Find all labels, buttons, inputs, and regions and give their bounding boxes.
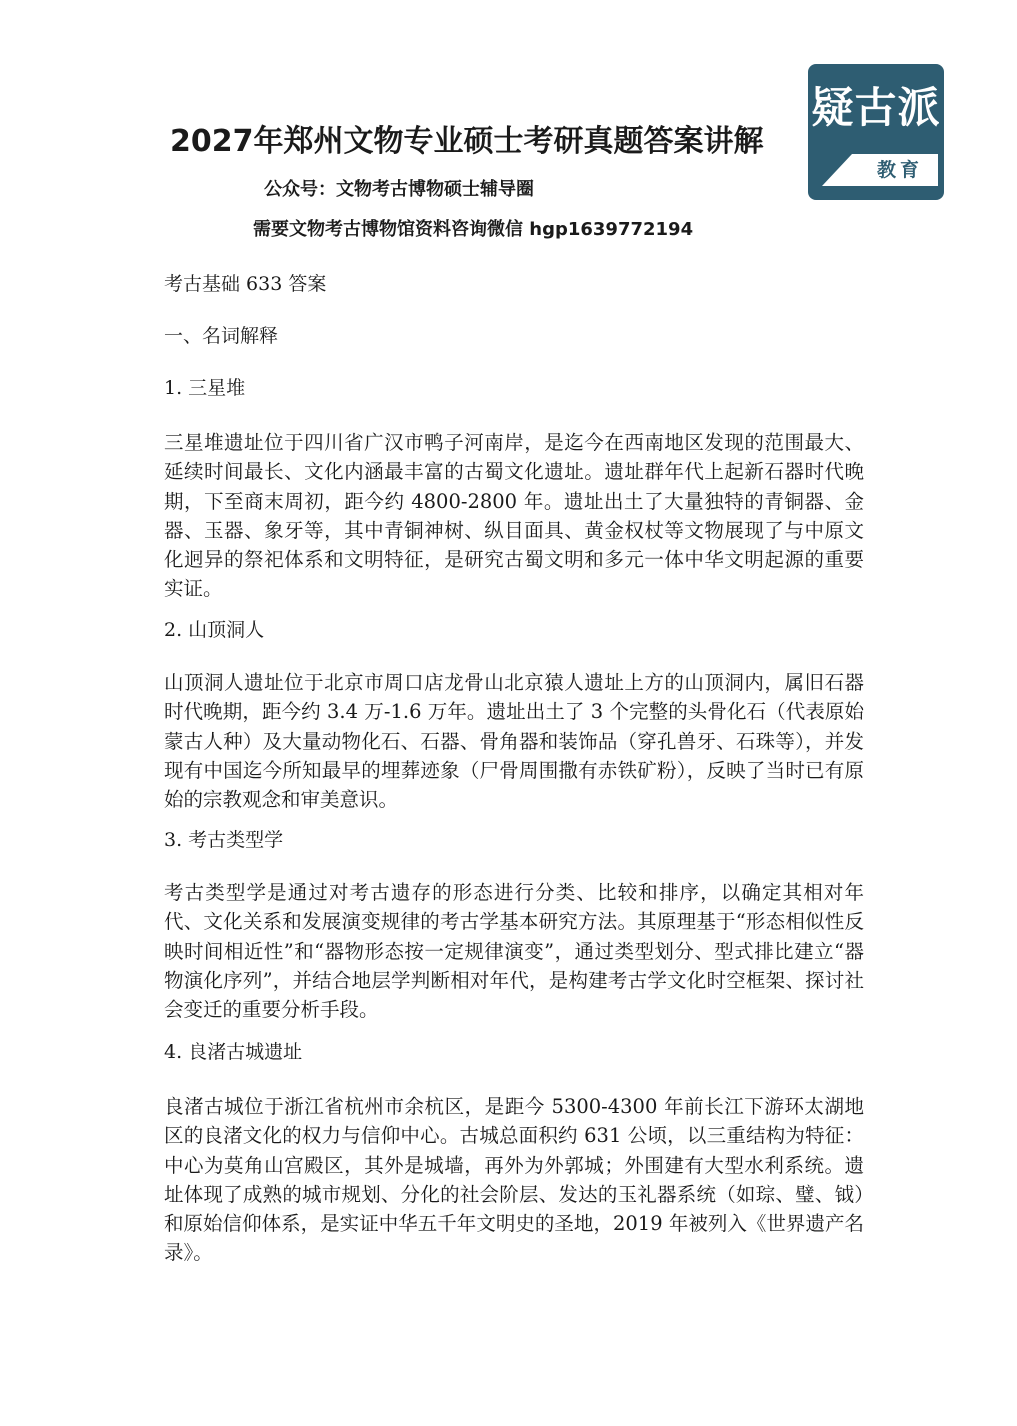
logo-subtitle: 教育 — [876, 159, 923, 181]
page-title: 2027年郑州文物专业硕士考研真题答案讲解 — [170, 124, 764, 159]
term-heading-typology: 3. 考古类型学 — [164, 829, 284, 851]
term-heading-upper-cave-man: 2. 山顶洞人 — [164, 619, 265, 641]
logo-title: 疑古派 — [811, 83, 941, 132]
contact-line: 需要文物考古博物馆资料咨询微信 hgp1639772194 — [253, 219, 694, 240]
exam-label: 考古基础 633 答案 — [164, 273, 327, 295]
term-text-sanxingdui: 三星堆遗址位于四川省广汉市鸭子河南岸，是迄今在西南地区发现的范围最大、延续时间最长、文化内涵最丰富的古蜀文化遗址。遗址群年代上起新石器时代晚期，下至商末周初，距今约 4800-2800 年。遗址出土了大量独特的青铜器、金器、玉器、象牙等，其中青铜神树、纵目面具、黄金权杖等文物展现了与中原文化迥异的祭祀体系和文明特征，是研究古蜀文明和多元一体中华文明起源的重要实证。 — [164, 431, 864, 601]
section-title: 一、名词解释 — [164, 325, 279, 347]
term-heading-sanxingdui: 1. 三星堆 — [164, 377, 246, 399]
term-text-upper-cave-man: 山顶洞人遗址位于北京市周口店龙骨山北京猿人遗址上方的山顶洞内，属旧石器时代晚期，距今约 3.4 万-1.6 万年。遗址出土了 3 个完整的头骨化石（代表原始蒙古人种）及大量动物化石、石器、骨角器和装饰品（穿孔兽牙、石珠等），并发现有中国迄今所知最早的埋葬迹象（尸骨周围撒有赤铁矿粉），反映了当时已有原始的宗教观念和审美意识。 — [164, 671, 864, 812]
term-text-typology: 考古类型学是通过对考古遗存的形态进行分类、比较和排序，以确定其相对年代、文化关系和发展演变规律的考古学基本研究方法。其原理基于“形态相似性反映时间相近性”和“器物形态按一定规律演变”，通过类型划分、型式排比建立“器物演化序列”，并结合地层学判断相对年代，是构建考古学文化时空框架、探讨社会变迁的重要分析手段。 — [164, 881, 864, 1022]
public-account-line: 公众号：文物考古博物硕士辅导圈 — [264, 179, 534, 200]
logo-subtitle-bar — [822, 154, 938, 186]
term-text-liangzhu: 良渚古城位于浙江省杭州市余杭区，是距今 5300-4300 年前长江下游环太湖地区的良渚文化的权力与信仰中心。古城总面积约 631 公顷，以三重结构为特征：中心为莫角山宫殿区，其外是城墙，再外为外郭城；外围建有大型水利系统。遗址体现了成熟的城市规划、分化的社会阶层、发达的玉礼器系统（如琮、璧、钺）和原始信仰体系，是实证中华五千年文明史的圣地，2019 年被列入《世界遗产名录》。 — [164, 1095, 864, 1265]
brand-logo — [808, 64, 944, 200]
term-heading-liangzhu: 4. 良渚古城遗址 — [164, 1041, 303, 1063]
